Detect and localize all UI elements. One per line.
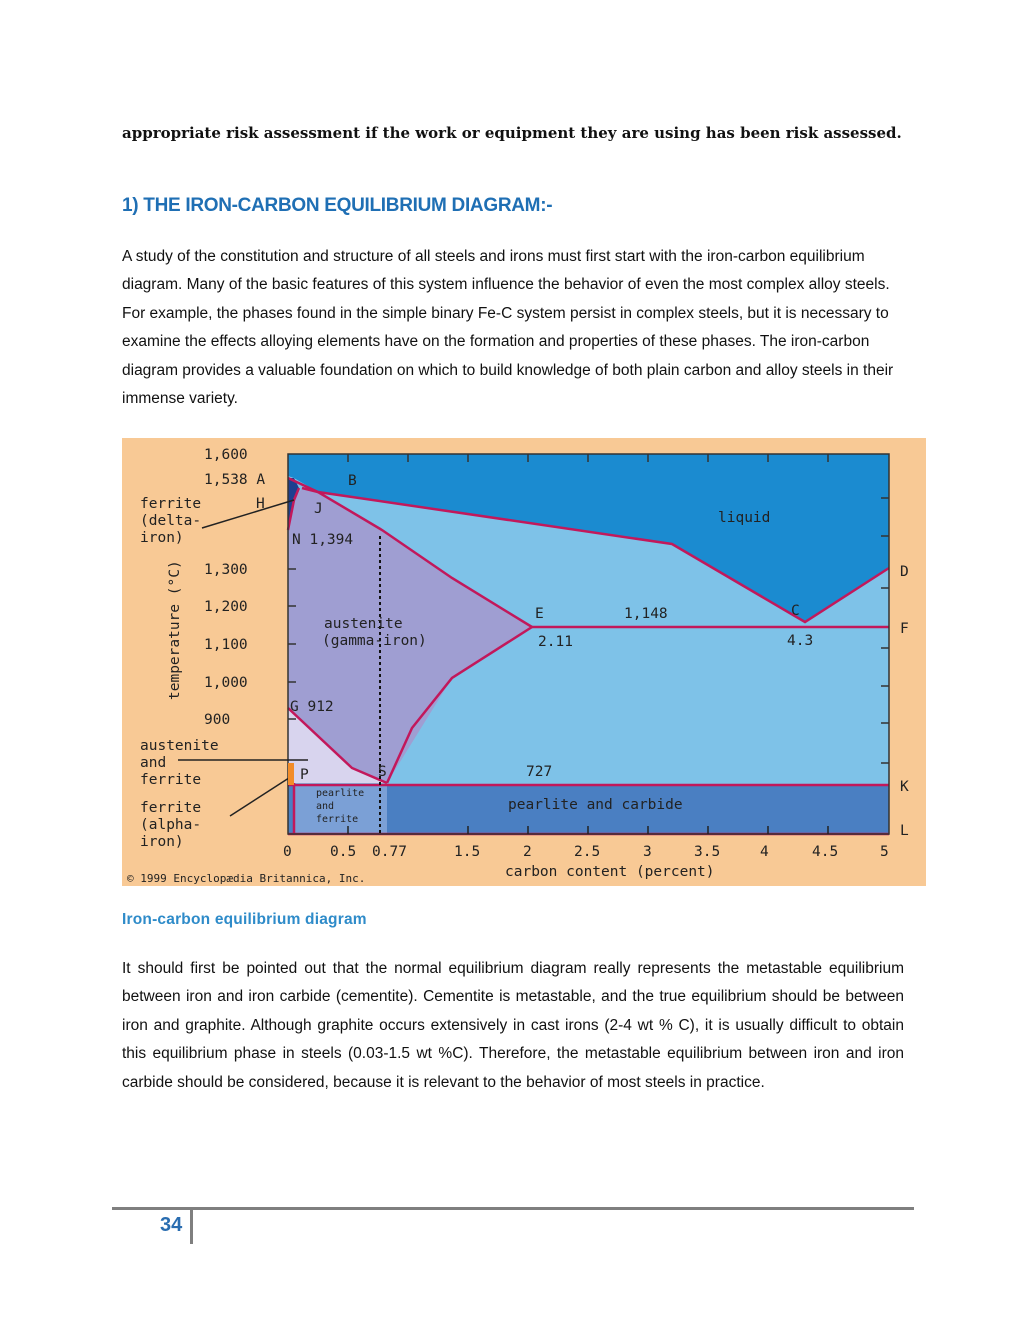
y-tick-1200: 1,200: [204, 599, 248, 615]
intro-text: appropriate risk assessment if the work or equipment they are using has been risk assessed.: [122, 124, 902, 142]
x-tick-0.77: 0.77: [372, 844, 407, 860]
footer-rule: [112, 1207, 914, 1210]
section-heading: 1) THE IRON-CARBON EQUILIBRIUM DIAGRAM:-: [122, 195, 553, 216]
paragraph-1b: For example, the phases found in the simple binary Fe-C system persist in complex steels, but it is necessary to examine the effects alloying elements have on the formation and properties of these phases. The iron-carbon diagram provides a valuable foundation on which to build knowledge of both plain carbon and alloy steels in their immense variety.: [122, 304, 894, 408]
paragraph-2: It should first be pointed out that the normal equilibrium diagram really represents the metastable equilibrium between iron and iron carbide (cementite). Cementite is metastable, and the true equilibrium should be between iron and graphite. Although graphite occurs extensively in cast irons (2-4 wt % C), it is usually difficult to obtain this equilibrium phase in steels (0.03-1.5 wt %C). Therefore, the metastable equilibrium between iron and iron carbide should be considered, because it is relevant to the behavior of most steels in practice.: [122, 960, 904, 1091]
x-axis-label: carbon content (percent): [505, 864, 715, 880]
iron-carbon-diagram: [122, 438, 926, 886]
y-tick-1600: 1,600: [204, 447, 248, 463]
x-tick-2.5: 2.5: [574, 844, 601, 860]
x-tick-0: 0: [283, 844, 292, 860]
x-tick-3: 3: [643, 844, 652, 860]
x-tick-5: 5: [880, 844, 889, 860]
point-g: G 912: [290, 699, 334, 715]
x-tick-0.5: 0.5: [330, 844, 357, 860]
y-tick-1538: 1,538 A: [204, 472, 266, 488]
y-tick-1100: 1,100: [204, 637, 248, 653]
point-s: S: [378, 764, 387, 780]
point-h: H: [256, 496, 265, 512]
point-n: N 1,394: [292, 532, 354, 548]
x-tick-2: 2: [523, 844, 532, 860]
eutectoid-temperature: 727: [526, 764, 553, 780]
x-tick-3.5: 3.5: [694, 844, 721, 860]
page-number: 34: [160, 1214, 183, 1236]
label-ferrite-delta-1: ferrite: [140, 496, 202, 512]
y-tick-1300: 1,300: [204, 562, 248, 578]
point-k: K: [900, 779, 909, 795]
point-j: J: [314, 501, 323, 517]
x-tick-4.5: 4.5: [812, 844, 839, 860]
region-pearlite-ferrite-3: ferrite: [316, 814, 359, 825]
label-ferrite-alpha-1: ferrite: [140, 800, 202, 816]
paragraph-1: [122, 243, 912, 413]
point-l: L: [900, 823, 909, 839]
label-austenite-ferrite-3: ferrite: [140, 772, 202, 788]
label-austenite-ferrite-1: austenite: [140, 738, 219, 754]
x-tick-4: 4: [760, 844, 769, 860]
y-axis-label: temperature (°C): [167, 560, 183, 700]
point-c-value: 4.3: [787, 633, 814, 649]
region-austenite-2: (gamma-iron): [322, 633, 427, 649]
point-b: B: [348, 473, 357, 489]
diagram-svg: [122, 438, 926, 886]
label-ferrite-alpha-2: (alpha-: [140, 817, 202, 833]
point-d: D: [900, 564, 909, 580]
point-c: C: [791, 603, 800, 619]
label-ferrite-delta-3: iron): [140, 530, 184, 546]
region-pearlite-ferrite-2: and: [316, 801, 335, 812]
y-tick-1000: 1,000: [204, 675, 248, 691]
page-number-divider: [190, 1210, 193, 1244]
region-pearlite-carbide: pearlite and carbide: [508, 797, 683, 813]
label-austenite-ferrite-2: and: [140, 755, 167, 771]
x-tick-1.5: 1.5: [454, 844, 481, 860]
region-austenite-1: austenite: [324, 616, 403, 632]
paragraph-1a: A study of the constitution and structure of all steels and irons must first start with the iron-carbon equilibrium diagram. Many of the basic features of this system influence the behavior of even the most complex alloy steels.: [122, 248, 890, 294]
copyright-text: © 1999 Encyclopædia Britannica, Inc.: [127, 872, 366, 885]
figure-caption: Iron-carbon equilibrium diagram: [122, 911, 367, 928]
region-liquid: liquid: [718, 510, 771, 526]
eutectic-temperature: 1,148: [624, 606, 668, 622]
point-p: P: [300, 767, 309, 783]
point-f: F: [900, 621, 909, 637]
alpha-ferrite-marker: [288, 763, 294, 785]
label-ferrite-delta-2: (delta-: [140, 513, 202, 529]
y-tick-900: 900: [204, 712, 231, 728]
point-e-value: 2.11: [538, 634, 573, 650]
region-pearlite-ferrite-1: pearlite: [316, 788, 365, 799]
point-e: E: [535, 606, 544, 622]
label-ferrite-alpha-3: iron): [140, 834, 184, 850]
